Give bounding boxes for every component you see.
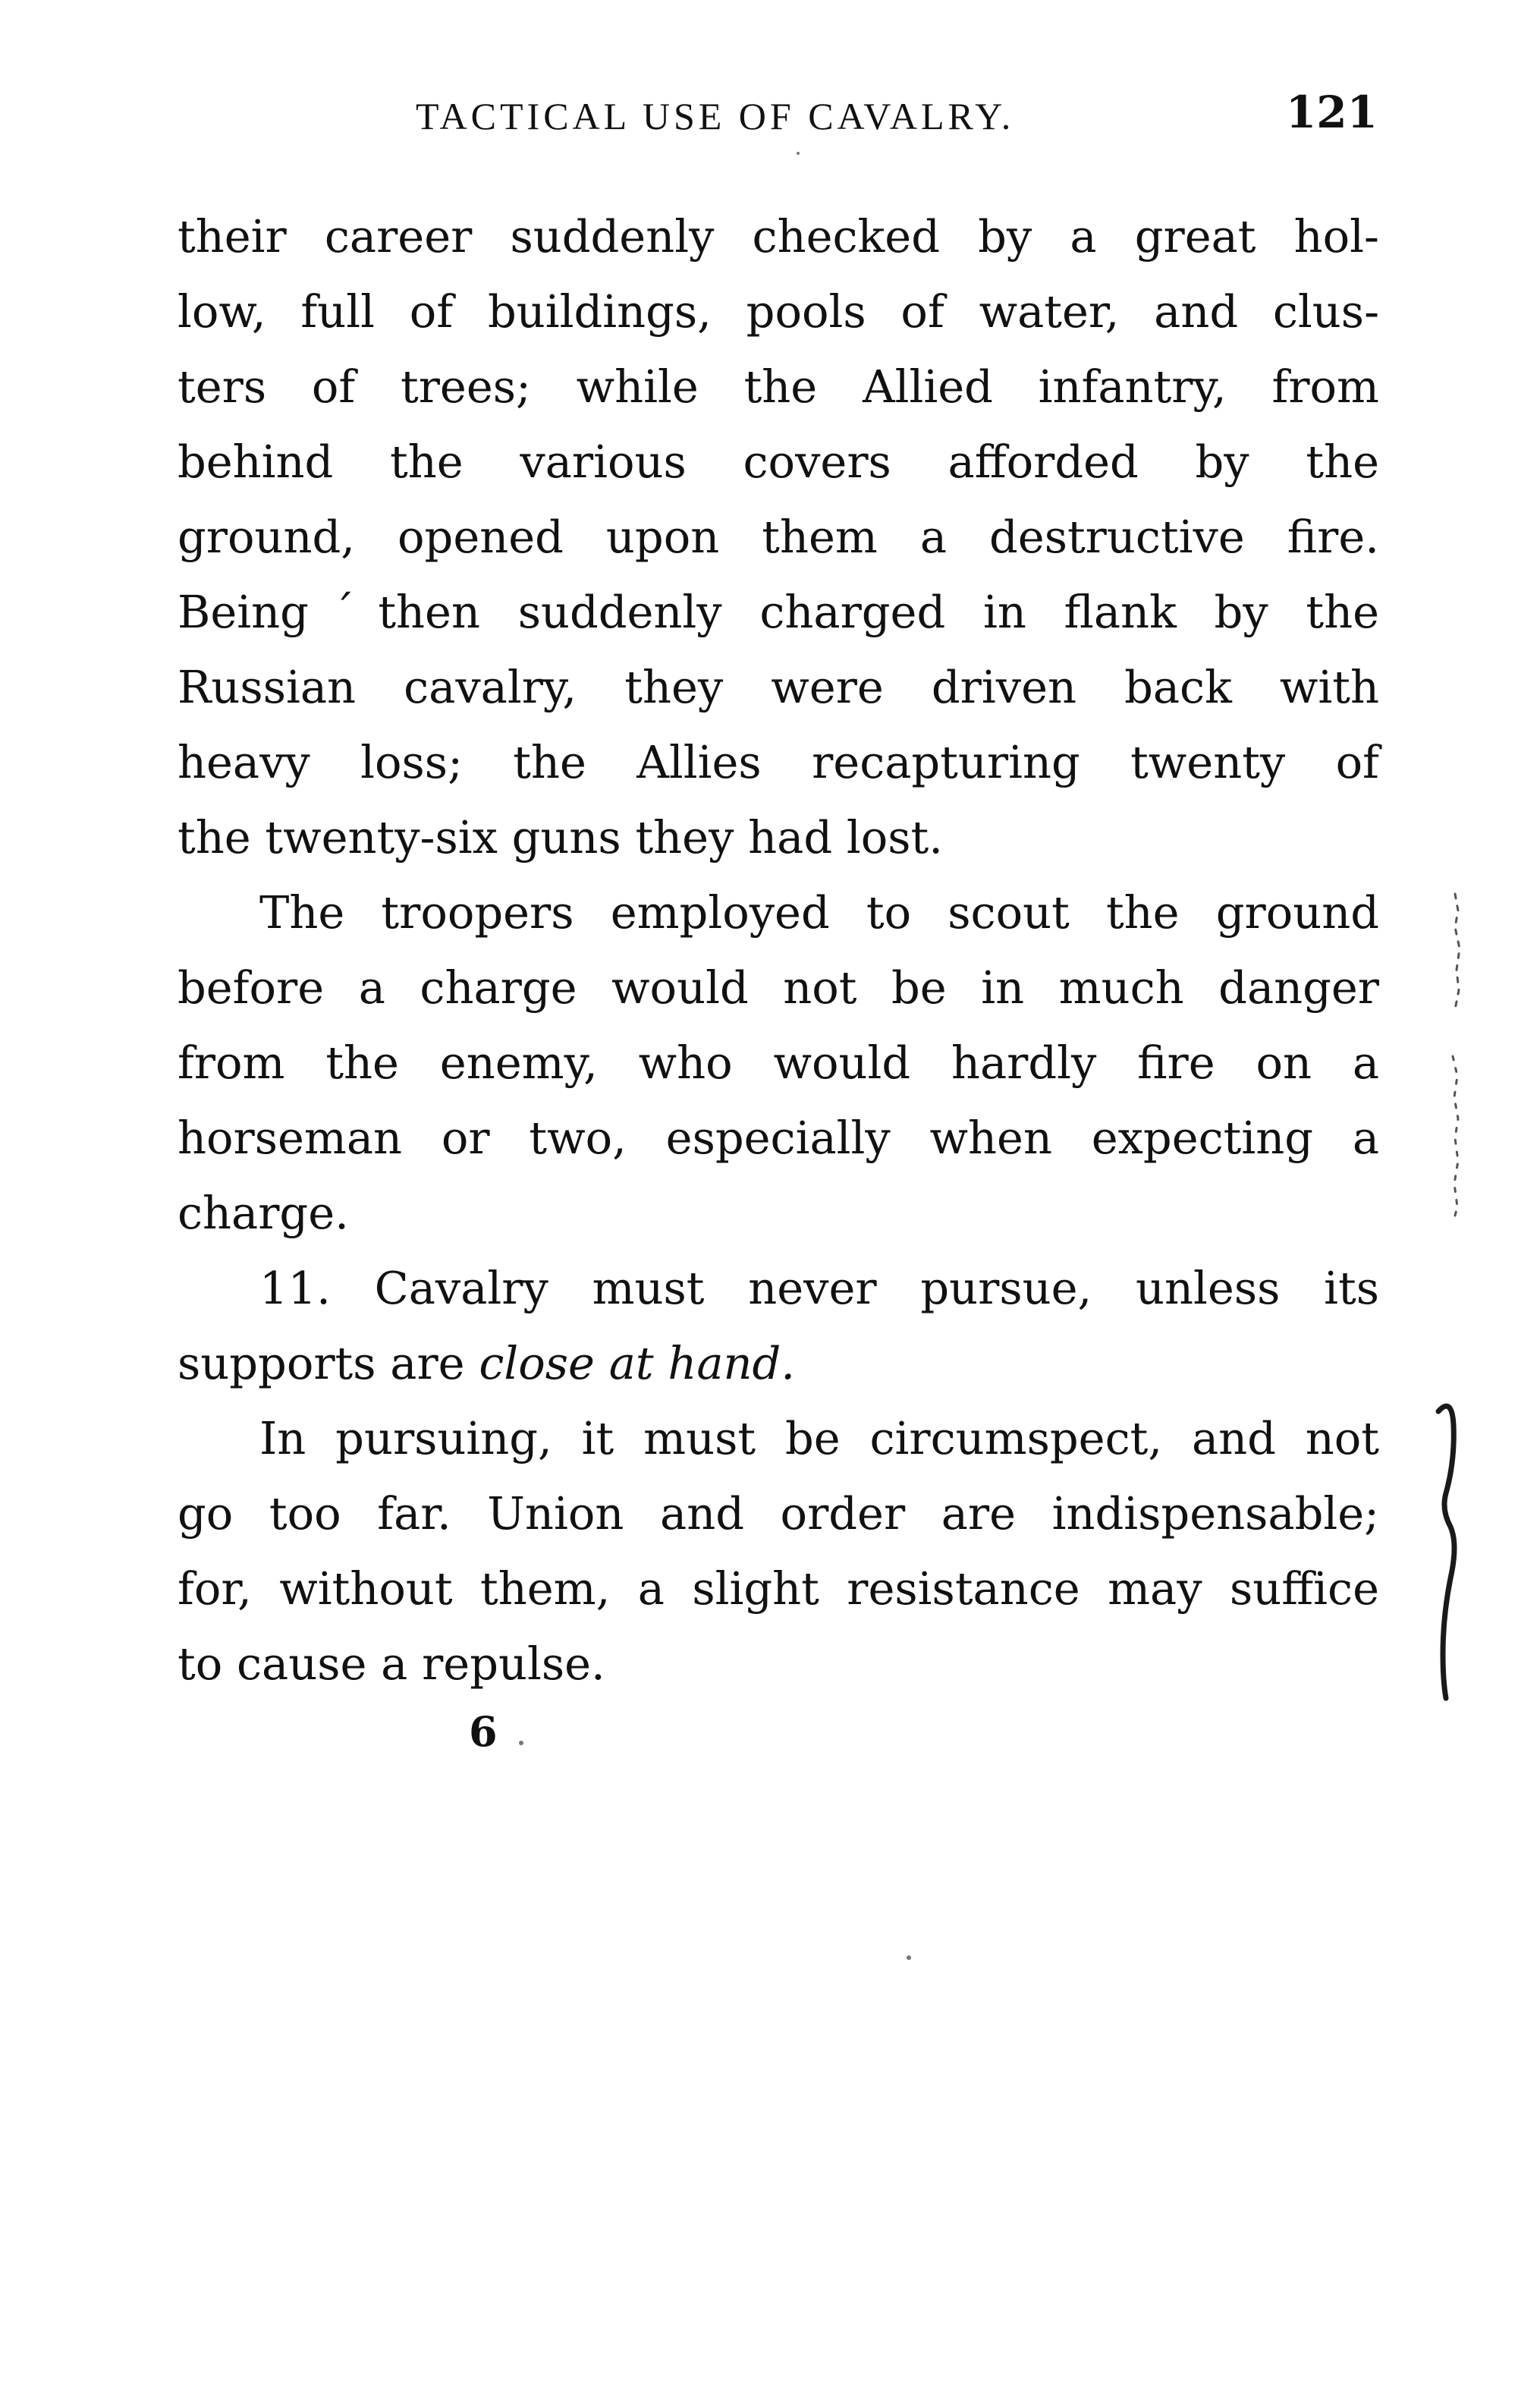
pencil-bracket-lower-icon bbox=[1438, 1406, 1454, 1698]
text-line: Beingˊthen suddenly charged in flank by the bbox=[178, 586, 1379, 638]
running-title: TACTICAL USE OF CAVALRY. bbox=[416, 95, 1015, 137]
paper-speck-icon bbox=[519, 152, 911, 1960]
text-line: go too far. Union and order are indispensable; bbox=[178, 1487, 1379, 1540]
text-line: from the enemy, who would hardly fire on a bbox=[178, 1037, 1379, 1089]
text-line: to cause a repulse. bbox=[178, 1637, 605, 1690]
text-line: The troopers employed to scout the ground bbox=[259, 886, 1379, 939]
pencil-bracket-upper-icon bbox=[1453, 894, 1460, 1222]
text-line: horseman or two, especially when expecting a bbox=[178, 1112, 1379, 1164]
text-line: the twenty-six guns they had lost. bbox=[178, 811, 943, 864]
text-line: behind the various covers afforded by the bbox=[178, 436, 1379, 488]
text-line: ters of trees; while the Allied infantry, from bbox=[178, 360, 1379, 413]
emphasis-text: close at hand. bbox=[479, 1337, 796, 1389]
page-number: 121 bbox=[1285, 87, 1378, 138]
text-line: Russian cavalry, they were driven back with bbox=[178, 661, 1379, 713]
text-line: for, without them, a slight resistance may suffice bbox=[178, 1562, 1379, 1615]
text-run: supports are bbox=[178, 1337, 479, 1389]
text-line: charge. bbox=[178, 1187, 349, 1239]
text-line: low, full of buildings, pools of water, and clus- bbox=[178, 285, 1379, 338]
text-line: heavy loss; the Allies recapturing twenty of bbox=[178, 736, 1379, 788]
signature-mark: 6 bbox=[469, 1707, 498, 1756]
text-line: 11. Cavalry must never pursue, unless its bbox=[259, 1262, 1379, 1314]
text-line: In pursuing, it must be circumspect, and not bbox=[259, 1412, 1379, 1464]
text-line: their career suddenly checked by a great hol- bbox=[178, 210, 1379, 263]
text-line: ground, opened upon them a destructive fire. bbox=[178, 511, 1379, 563]
text-line: before a charge would not be in much danger bbox=[178, 961, 1379, 1014]
